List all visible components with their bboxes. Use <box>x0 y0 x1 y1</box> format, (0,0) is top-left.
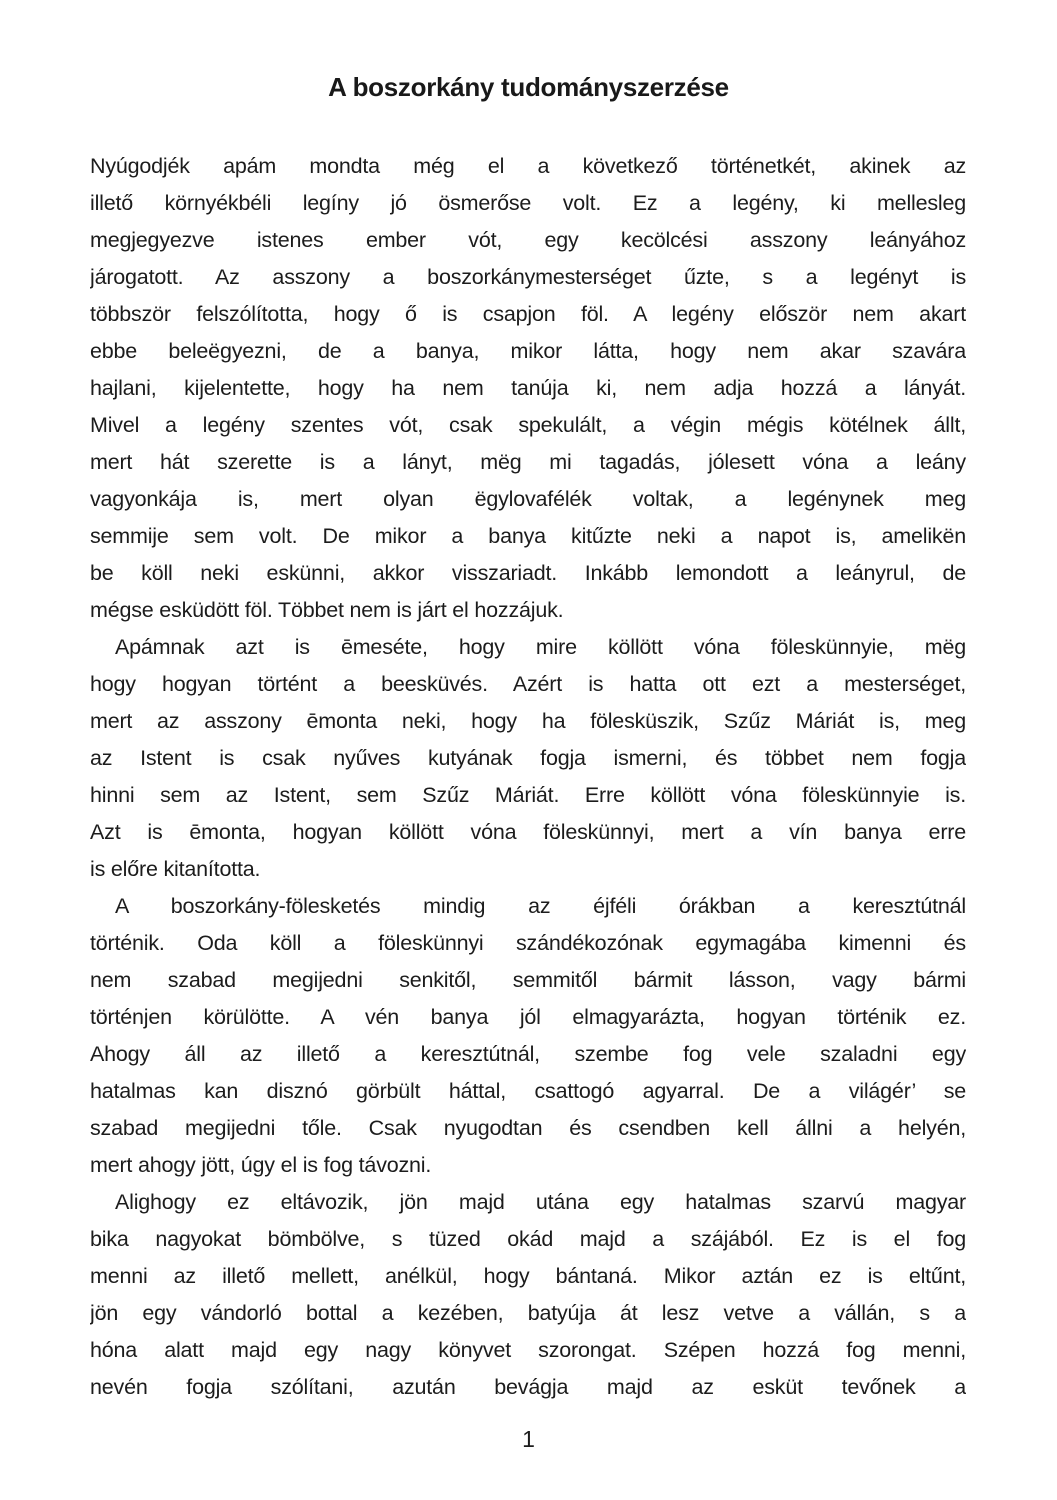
text-line: hajlani, kijelentette, hogy ha nem tanúja ki, nem adja hozzá a lányát. <box>90 376 966 400</box>
text-line: A boszorkány-fölesketés mindig az éjféli órákban a keresztútnál <box>115 894 966 918</box>
text-line: illető környékbéli legíny jó ösmerőse volt. Ez a legény, ki mellesleg <box>90 191 966 215</box>
text-line: hatalmas kan disznó görbült háttal, csattogó agyarral. De a világér’ se <box>90 1079 966 1103</box>
text-line: menni az illető mellett, anélkül, hogy bántaná. Mikor aztán ez is eltűnt, <box>90 1264 966 1288</box>
text-line: ebbe beleëgyezni, de a banya, mikor látta, hogy nem akar szavára <box>90 339 966 363</box>
text-line: mégse esküdött föl. Többet nem is járt el hozzájuk. <box>90 598 564 622</box>
text-line: be köll neki eskünni, akkor visszariadt. Inkább lemondott a leányrul, de <box>90 561 966 585</box>
text-line: Alighogy ez eltávozik, jön majd utána egy hatalmas szarvú magyar <box>115 1190 966 1214</box>
text-line: szabad megijedni tőle. Csak nyugodtan és csendben kell állni a helyén, <box>90 1116 966 1140</box>
text-line: hinni sem az Istent, sem Szűz Máriát. Erre köllött vóna föleskünnyie is. <box>90 783 966 807</box>
text-line: Mivel a legény szentes vót, csak spekulált, a végin mégis kötélnek állt, <box>90 413 966 437</box>
text-line: hóna alatt majd egy nagy könyvet szorongat. Szépen hozzá fog menni, <box>90 1338 966 1362</box>
text-line: mert ahogy jött, úgy el is fog távozni. <box>90 1153 432 1177</box>
text-line: megjegyezve istenes ember vót, egy kecölcési asszony leányához <box>90 228 966 252</box>
text-line: nevén fogja szólítani, azután bevágja majd az esküt tevőnek a <box>90 1375 966 1399</box>
text-line: történjen körülötte. A vén banya jól elmagyarázta, hogyan történik ez. <box>90 1005 966 1029</box>
text-line: is előre kitanította. <box>90 857 261 881</box>
text-line: nem szabad megijedni senkitől, semmitől bármit lásson, vagy bármi <box>90 968 966 992</box>
paragraph <box>90 629 966 888</box>
text-line: az Istent is csak nyűves kutyának fogja ismerni, és többet nem fogja <box>90 746 966 770</box>
text-line: többször felszólította, hogy ő is csapjon föl. A legény először nem akart <box>90 302 966 326</box>
body-text <box>90 148 966 1406</box>
page-title: A boszorkány tudományszerzése <box>328 72 729 102</box>
text-line: jön egy vándorló bottal a kezében, batyúja át lesz vetve a vállán, s a <box>90 1301 966 1325</box>
text-line: hogy hogyan történt a beesküvés. Azért is hatta ott ezt a mesterséget, <box>90 672 966 696</box>
text-line: Nyúgodjék apám mondta még el a következő történetkét, akinek az <box>90 154 966 178</box>
text-line: Ahogy áll az illető a keresztútnál, szembe fog vele szaladni egy <box>90 1042 966 1066</box>
paragraph <box>90 1184 966 1406</box>
text-line: vagyonkája is, mert olyan ëgylovafélék voltak, a legénynek meg <box>90 487 966 511</box>
text-line: semmije sem volt. De mikor a banya kitűzte neki a napot is, amelikën <box>90 524 966 548</box>
paragraph <box>90 888 966 1184</box>
text-line: mert hát szerette is a lányt, mëg mi tagadás, jólesett vóna a leány <box>90 450 966 474</box>
page-number: 1 <box>522 1426 535 1452</box>
paragraph <box>90 148 966 629</box>
text-line: Apámnak azt is ēmeséte, hogy mire köllött vóna föleskünnyie, mëg <box>115 635 966 659</box>
text-line: történik. Oda köll a föleskünnyi szándékozónak egymagába kimenni és <box>90 931 966 955</box>
text-line: bika nagyokat bömbölve, s tüzed okád majd a szájából. Ez is el fog <box>90 1227 966 1251</box>
text-line: Azt is ēmonta, hogyan köllött vóna föleskünnyi, mert a vín banya erre <box>90 820 966 844</box>
text-line: járogatott. Az asszony a boszorkánymesterséget űzte, s a legényt is <box>90 265 966 289</box>
text-line: mert az asszony ēmonta neki, hogy ha fölesküszik, Szűz Máriát is, meg <box>90 709 966 733</box>
